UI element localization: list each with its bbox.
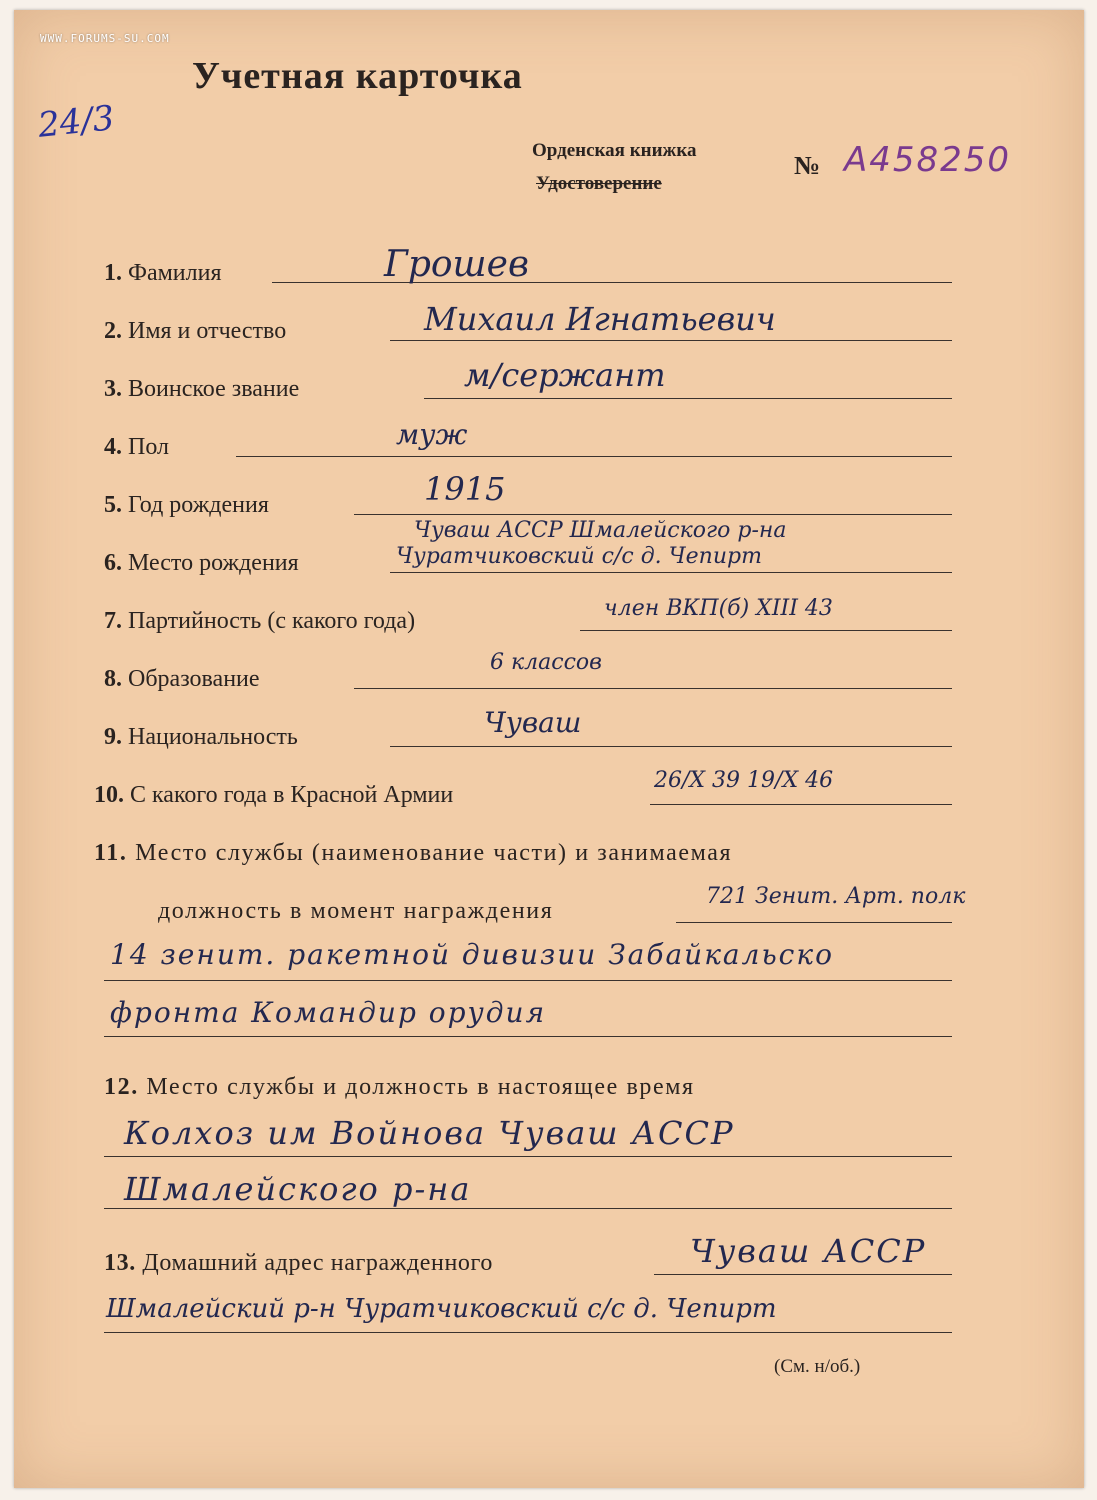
- field-6-value-top: Чуваш АССР Шмалейского р-на: [414, 518, 787, 543]
- field-3-label: 3. Воинское звание: [104, 376, 300, 402]
- field-1-label: 1. Фамилия: [104, 260, 222, 286]
- field-12-line-2: [104, 1208, 952, 1209]
- field-13-value-2: Шмалейский р-н Чуратчиковский с/с д. Чепирт: [106, 1294, 777, 1324]
- field-7-label: 7. Партийность (с какого года): [104, 608, 416, 634]
- field-8-value: 6 классов: [490, 650, 602, 675]
- field-12-label: 12. Место службы и должность в настоящее время: [104, 1074, 695, 1100]
- field-13-line-1: [654, 1274, 952, 1275]
- field-4-label: 4. Пол: [104, 434, 169, 460]
- field-12-line-1: [104, 1156, 952, 1157]
- corner-note: 24/3: [36, 98, 117, 146]
- field-6-line: [390, 572, 952, 573]
- field-10-label: 10. С какого года в Красной Армии: [94, 782, 454, 808]
- field-11-line-2: [104, 980, 952, 981]
- number-sign: №: [794, 151, 821, 180]
- field-8-line: [354, 688, 952, 689]
- field-11-label-cont: должность в момент награждения: [158, 898, 554, 924]
- order-book-label: Орденская книжка: [532, 140, 697, 161]
- field-11-value: 721 Зенит. Арт. полк: [706, 884, 966, 909]
- field-11-value-3: фронта Командир орудия: [110, 996, 547, 1029]
- field-2-label: 2. Имя и отчество: [104, 318, 287, 344]
- field-4-line: [236, 456, 952, 457]
- field-11-line-3: [104, 1036, 952, 1037]
- field-2-line: [390, 340, 952, 341]
- field-8-label: 8. Образование: [104, 666, 260, 692]
- field-7-value: член ВКП(б) XIII 43: [604, 596, 833, 621]
- field-9-line: [390, 746, 952, 747]
- see-reverse-note: (См. н/об.): [774, 1356, 861, 1377]
- order-book-number: А458250: [844, 140, 1012, 180]
- field-11-line-1: [676, 922, 952, 923]
- field-5-label: 5. Год рождения: [104, 492, 269, 518]
- field-9-label: 9. Национальность: [104, 724, 298, 750]
- field-12-value-2: Шмалейского р-на: [124, 1170, 472, 1208]
- certificate-label: Удостоверение: [536, 173, 662, 194]
- field-7-line: [580, 630, 952, 631]
- field-13-value: Чуваш АССР: [690, 1232, 927, 1270]
- field-4-value: муж: [396, 418, 468, 451]
- field-1-line: [272, 282, 952, 283]
- field-10-line: [650, 804, 952, 805]
- field-11-value-2: 14 зенит. ракетной дивизии Забайкальско: [110, 938, 834, 971]
- field-6-label: 6. Место рождения: [104, 550, 299, 576]
- field-5-value: 1915: [424, 470, 506, 508]
- field-1-value: Грошев: [384, 244, 529, 285]
- field-13-label: 13. Домашний адрес награжденного: [104, 1250, 493, 1276]
- field-2-value: Михаил Игнатьевич: [424, 300, 776, 338]
- card-title: Учетная карточка: [192, 55, 523, 97]
- watermark: WWW.FORUMS-SU.COM: [40, 32, 170, 45]
- field-3-line: [424, 398, 952, 399]
- field-3-value: м/сержант: [464, 356, 666, 394]
- field-5-line: [354, 514, 952, 515]
- record-card: [14, 10, 1084, 1488]
- field-6-value: Чуратчиковский с/с д. Чепирт: [396, 544, 762, 569]
- field-13-line-2: [104, 1332, 952, 1333]
- field-11-label: 11. Место службы (наименование части) и занимаемая: [94, 840, 733, 866]
- field-12-value: Колхоз им Войнова Чуваш АССР: [124, 1114, 735, 1152]
- field-9-value: Чуваш: [484, 706, 582, 739]
- field-10-value: 26/X 39 19/X 46: [654, 768, 834, 793]
